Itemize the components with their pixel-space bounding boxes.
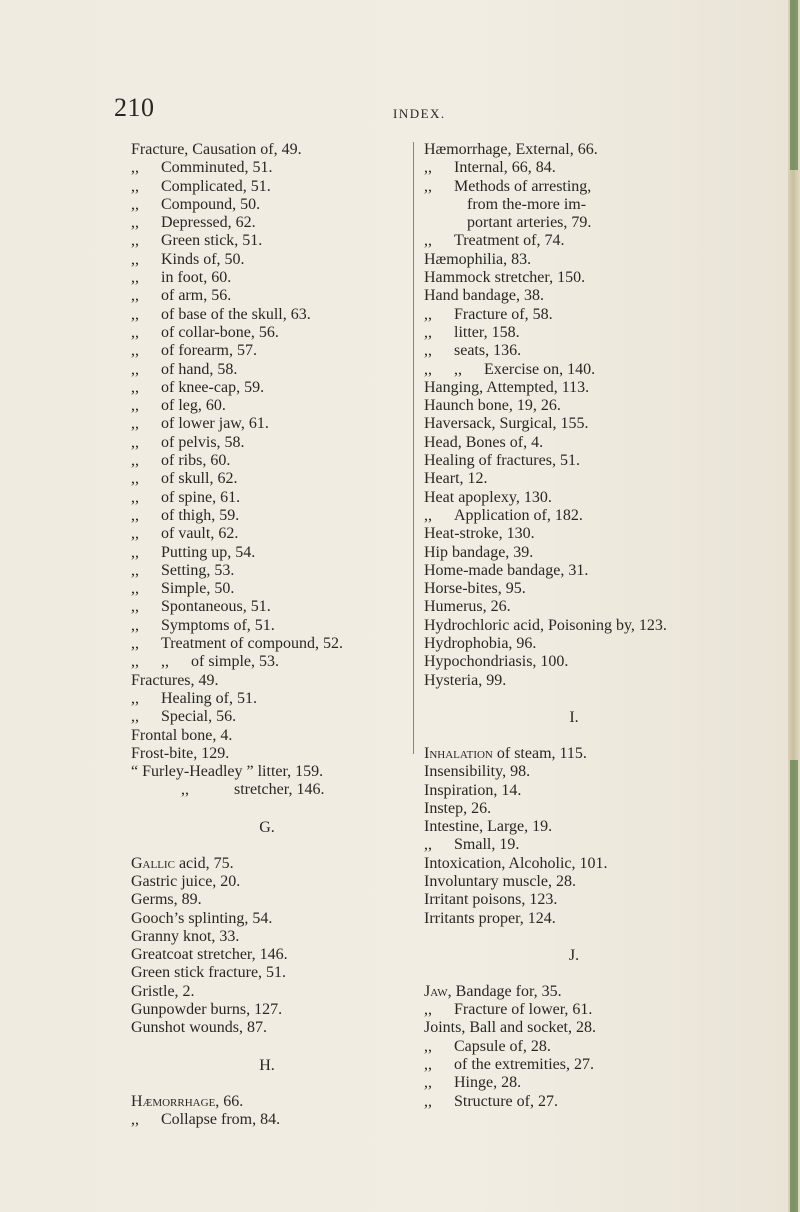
index-entry: [131, 708, 403, 726]
entry-text: of the extremities, 27.: [454, 1056, 594, 1074]
entry-text: of vault, 62.: [161, 525, 239, 543]
entry-text: Green stick fracture, 51.: [131, 964, 287, 982]
entry-text: Compound, 50.: [161, 195, 261, 213]
ditto-mark: ,,: [131, 378, 139, 396]
index-entry: [424, 1056, 724, 1074]
section-letter: H.: [259, 1056, 275, 1074]
index-entry: [131, 434, 403, 452]
index-entry: [424, 489, 724, 507]
index-entry: [424, 507, 724, 525]
entry-text: Setting, 53.: [161, 561, 235, 579]
ditto-mark: ,,: [131, 250, 139, 268]
ditto-mark: ,,: [131, 635, 139, 653]
index-entry: [424, 287, 724, 305]
entry-text: of steam, 115.: [492, 744, 587, 762]
ditto-mark: ,,: [424, 506, 432, 524]
entry-text: Gristle, 2.: [131, 982, 195, 1000]
ditto-mark: ,,: [131, 323, 139, 341]
entry-text: Home-made bandage, 31.: [424, 561, 589, 579]
ditto-mark: ,,: [131, 561, 139, 579]
index-entry: [131, 269, 403, 287]
entry-text: Germs, 89.: [131, 891, 202, 909]
entry-text: Simple, 50.: [161, 580, 235, 598]
entry-text: Hypochondriasis, 100.: [424, 653, 569, 671]
ditto-mark: ,,: [131, 506, 139, 524]
index-entry: [424, 562, 724, 580]
index-entry: [424, 653, 724, 671]
ditto-mark: ,,: [131, 397, 139, 415]
index-entry: [131, 287, 403, 305]
entry-head-word: Inhalation: [424, 744, 493, 762]
index-entry: [424, 214, 724, 232]
index-entry: [131, 141, 403, 159]
index-entry: [131, 617, 403, 635]
entry-text: Depressed, 62.: [161, 214, 256, 232]
index-entry: [131, 1111, 403, 1129]
column-divider: [413, 142, 414, 754]
index-entry: [131, 1001, 403, 1019]
entry-text: Gunshot wounds, 87.: [131, 1019, 268, 1037]
index-entry: [131, 159, 403, 177]
ditto-mark: ,,: [424, 177, 432, 195]
index-entry: [424, 836, 724, 854]
index-entry: [424, 525, 724, 543]
entry-text: Collapse from, 84.: [161, 1110, 281, 1128]
ditto-mark: ,,: [424, 232, 432, 250]
entry-text: Greatcoat stretcher, 146.: [131, 946, 288, 964]
entry-text: acid, 75.: [174, 854, 234, 872]
entry-text: Putting up, 54.: [161, 543, 256, 561]
index-entry: [424, 1001, 724, 1019]
ditto-mark: ,,: [131, 342, 139, 360]
ditto-mark: ,,: [131, 543, 139, 561]
index-entry: [131, 763, 403, 781]
entry-text: Hinge, 28.: [454, 1074, 522, 1092]
ditto-mark: ,,: [131, 195, 139, 213]
index-entry: [424, 763, 724, 781]
index-entry: [424, 306, 724, 324]
index-entry: [424, 983, 724, 1001]
index-entry: [424, 452, 724, 470]
index-entry: [131, 946, 403, 964]
ditto-mark: ,,: [131, 214, 139, 232]
index-entry: [424, 379, 724, 397]
index-entry: [131, 690, 403, 708]
index-entry: [424, 580, 724, 598]
ditto-mark: ,,: [424, 1001, 432, 1019]
index-entry: [131, 452, 403, 470]
ditto-mark: ,,: [131, 433, 139, 451]
ditto-mark: ,,: [424, 323, 432, 341]
index-entry: [424, 1038, 724, 1056]
ditto-mark: ,,: [131, 653, 139, 671]
index-entry: [131, 964, 403, 982]
entry-text: Gooch’s splinting, 54.: [131, 909, 273, 927]
entry-text: Fracture, Causation of, 49.: [131, 141, 302, 158]
index-entry: [131, 324, 403, 342]
entry-text: Head, Bones of, 4.: [424, 433, 544, 451]
entry-text: stretcher, 146.: [234, 781, 325, 799]
entry-text: of leg, 60.: [161, 397, 226, 415]
ditto-mark: ,,: [131, 708, 139, 726]
entry-text: Internal, 66, 84.: [454, 159, 556, 177]
ditto-mark: ,,: [424, 360, 432, 378]
index-entry: [131, 544, 403, 562]
ditto-mark: ,,: [131, 616, 139, 634]
entry-text: Heart, 12.: [424, 470, 488, 488]
entry-text: Gunpowder burns, 127.: [131, 1001, 283, 1019]
index-entry: [424, 397, 724, 415]
ditto-mark: ,,: [131, 598, 139, 616]
index-entry: [131, 196, 403, 214]
index-entry: [424, 800, 724, 818]
index-entry: [131, 379, 403, 397]
index-entry: [131, 251, 403, 269]
index-column-left: [131, 141, 403, 1129]
entry-text: portant arteries, 79.: [467, 214, 592, 232]
ditto-mark: ,,: [131, 689, 139, 707]
ditto-mark: ,,: [131, 232, 139, 250]
ditto-mark: ,,: [161, 653, 169, 671]
ditto-mark: ,,: [424, 1056, 432, 1074]
index-entry: [131, 672, 403, 690]
ditto-mark: ,,: [131, 1110, 139, 1128]
section-letter: G.: [259, 818, 275, 836]
index-column-right: [424, 141, 724, 1111]
entry-text: Capsule of, 28.: [454, 1037, 551, 1055]
index-entry: [131, 983, 403, 1001]
entry-text: Spontaneous, 51.: [161, 598, 271, 616]
index-entry: [131, 1019, 403, 1037]
ditto-mark: ,,: [131, 580, 139, 598]
index-entry: [424, 141, 724, 159]
ditto-mark: ,,: [181, 781, 189, 799]
index-entry: [424, 361, 724, 379]
index-entry: [131, 745, 403, 763]
entry-text: , 66.: [215, 1092, 244, 1110]
entry-head-word: Gallic: [131, 854, 175, 872]
entry-text: seats, 136.: [454, 342, 522, 360]
entry-text: of simple, 53.: [191, 653, 279, 671]
entry-text: of skull, 62.: [161, 470, 238, 488]
entry-text: Fracture of, 58.: [454, 305, 553, 323]
ditto-mark: ,,: [131, 470, 139, 488]
index-entry: [424, 251, 724, 269]
index-entry: [424, 470, 724, 488]
ditto-mark: ,,: [131, 177, 139, 195]
index-entry: [424, 269, 724, 287]
entry-text: of pelvis, 58.: [161, 433, 245, 451]
entry-text: “ Furley-Headley ” litter, 159.: [131, 763, 324, 781]
ditto-mark: ,,: [131, 269, 139, 287]
entry-text: Heat apoplexy, 130.: [424, 488, 552, 506]
ditto-mark: ,,: [131, 159, 139, 177]
ditto-mark: ,,: [131, 452, 139, 470]
index-entry: [424, 873, 724, 891]
entry-text: Joints, Ball and socket, 28.: [424, 1019, 596, 1037]
index-entry: [424, 635, 724, 653]
entry-head-word: Jaw: [424, 982, 448, 1000]
entry-text: Irritant poisons, 123.: [424, 891, 558, 909]
index-entry: [131, 525, 403, 543]
index-entry: [131, 489, 403, 507]
entry-text: Application of, 182.: [454, 506, 583, 524]
entry-text: Comminuted, 51.: [161, 159, 273, 177]
index-entry: [131, 562, 403, 580]
entry-text: Kinds of, 50.: [161, 250, 245, 268]
index-entry: [424, 1019, 724, 1037]
ditto-mark: ,,: [424, 1037, 432, 1055]
entry-text: of spine, 61.: [161, 488, 241, 506]
index-entry: [131, 928, 403, 946]
index-entry: [424, 178, 724, 196]
index-entry: [131, 727, 403, 745]
entry-text: Frontal bone, 4.: [131, 726, 233, 744]
entry-text: Frost-bite, 129.: [131, 744, 230, 762]
index-entry: [131, 580, 403, 598]
entry-text: Involuntary muscle, 28.: [424, 872, 576, 890]
entry-text: Inspiration, 14.: [424, 781, 522, 799]
entry-text: Horse-bites, 95.: [424, 580, 526, 598]
ditto-mark: ,,: [131, 305, 139, 323]
ditto-mark: ,,: [131, 360, 139, 378]
ditto-mark: ,,: [424, 836, 432, 854]
index-entry: [424, 598, 724, 616]
entry-text: Hand bandage, 38.: [424, 287, 544, 305]
index-entry: [131, 855, 403, 873]
ditto-mark: ,,: [131, 525, 139, 543]
ditto-mark: ,,: [454, 360, 462, 378]
entry-text: of knee-cap, 59.: [161, 378, 265, 396]
index-entry: [424, 342, 724, 360]
entry-text: Structure of, 27.: [454, 1092, 558, 1110]
index-entry: [424, 818, 724, 836]
entry-text: Hydrophobia, 96.: [424, 635, 537, 653]
entry-text: of ribs, 60.: [161, 452, 231, 470]
index-entry: [424, 159, 724, 177]
index-entry: [424, 617, 724, 635]
entry-text: Treatment of, 74.: [454, 232, 565, 250]
index-entry: [131, 415, 403, 433]
entry-text: Gastric juice, 20.: [131, 872, 241, 890]
index-entry: [424, 324, 724, 342]
index-entry: [131, 342, 403, 360]
ditto-mark: ,,: [424, 305, 432, 323]
index-entry: [131, 232, 403, 250]
entry-text: from the-more im-: [467, 195, 587, 213]
ditto-mark: ,,: [424, 342, 432, 360]
ditto-mark: ,,: [131, 415, 139, 433]
entry-text: , Bandage for, 35.: [447, 982, 562, 1000]
section-letter: J.: [568, 946, 580, 964]
index-entry: [131, 653, 403, 671]
ditto-mark: ,,: [131, 287, 139, 305]
entry-text: in foot, 60.: [161, 269, 232, 287]
index-entry: [424, 415, 724, 433]
entry-text: Small, 19.: [454, 836, 520, 854]
page-number: 210: [114, 93, 155, 122]
index-entry: [424, 745, 724, 763]
entry-text: Hæmophilia, 83.: [424, 250, 532, 268]
entry-text: Intestine, Large, 19.: [424, 818, 553, 836]
entry-text: Heat-stroke, 130.: [424, 525, 535, 543]
index-entry: [131, 781, 403, 799]
entry-text: Treatment of compound, 52.: [161, 635, 344, 653]
entry-text: of arm, 56.: [161, 287, 232, 305]
entry-text: Exercise on, 140.: [484, 360, 596, 378]
index-entry: [424, 672, 724, 690]
page-edge: [788, 0, 800, 1212]
index-entry: [131, 178, 403, 196]
index-entry: [424, 434, 724, 452]
entry-text: Hysteria, 99.: [424, 671, 507, 689]
index-entry: [424, 232, 724, 250]
entry-text: of lower jaw, 61.: [161, 415, 269, 433]
entry-text: of thigh, 59.: [161, 506, 240, 524]
entry-text: Methods of arresting,: [454, 177, 592, 195]
entry-text: Hydrochloric acid, Poisoning by, 123.: [424, 616, 667, 634]
index-entry: [131, 891, 403, 909]
entry-head-word: Hæmorrhage: [131, 1092, 216, 1110]
entry-text: Fractures, 49.: [131, 671, 219, 689]
index-entry: [131, 507, 403, 525]
index-entry: [424, 196, 724, 214]
index-entry: [131, 1093, 403, 1111]
index-entry: [131, 361, 403, 379]
ditto-mark: ,,: [424, 159, 432, 177]
running-head: INDEX.: [393, 106, 446, 121]
entry-text: Humerus, 26.: [424, 598, 511, 616]
index-entry: [424, 855, 724, 873]
entry-text: Symptoms of, 51.: [161, 616, 275, 634]
entry-text: Hip bandage, 39.: [424, 543, 534, 561]
entry-text: Green stick, 51.: [161, 232, 263, 250]
section-letter: I.: [569, 708, 579, 726]
entry-text: Complicated, 51.: [161, 177, 271, 195]
entry-text: Healing of, 51.: [161, 689, 257, 707]
entry-text: Hæmorrhage, External, 66.: [424, 141, 598, 158]
entry-text: Haunch bone, 19, 26.: [424, 397, 561, 415]
entry-text: Irritants proper, 124.: [424, 909, 556, 927]
entry-text: of forearm, 57.: [161, 342, 257, 360]
entry-text: Instep, 26.: [424, 799, 492, 817]
ditto-mark: ,,: [424, 1074, 432, 1092]
index-entry: [131, 873, 403, 891]
index-entry: [131, 397, 403, 415]
index-entry: [424, 1074, 724, 1092]
entry-text: of collar-bone, 56.: [161, 323, 279, 341]
ditto-mark: ,,: [424, 1092, 432, 1110]
index-entry: [424, 782, 724, 800]
entry-text: Hanging, Attempted, 113.: [424, 378, 590, 396]
index-entry: [424, 1093, 724, 1111]
entry-text: of hand, 58.: [161, 360, 238, 378]
index-entry: [131, 306, 403, 324]
entry-text: Insensibility, 98.: [424, 763, 531, 781]
entry-text: litter, 158.: [454, 323, 520, 341]
index-entry: [131, 214, 403, 232]
index-entry: [424, 891, 724, 909]
entry-text: Granny knot, 33.: [131, 927, 240, 945]
entry-text: of base of the skull, 63.: [161, 305, 311, 323]
entry-text: Hammock stretcher, 150.: [424, 269, 586, 287]
entry-text: Haversack, Surgical, 155.: [424, 415, 589, 433]
entry-text: Fracture of lower, 61.: [454, 1001, 593, 1019]
entry-text: Special, 56.: [161, 708, 237, 726]
index-entry: [424, 544, 724, 562]
entry-text: Healing of fractures, 51.: [424, 452, 580, 470]
index-entry: [131, 470, 403, 488]
index-entry: [131, 598, 403, 616]
index-entry: [131, 910, 403, 928]
ditto-mark: ,,: [131, 488, 139, 506]
index-entry: [131, 635, 403, 653]
index-entry: [424, 910, 724, 928]
entry-text: Intoxication, Alcoholic, 101.: [424, 854, 608, 872]
